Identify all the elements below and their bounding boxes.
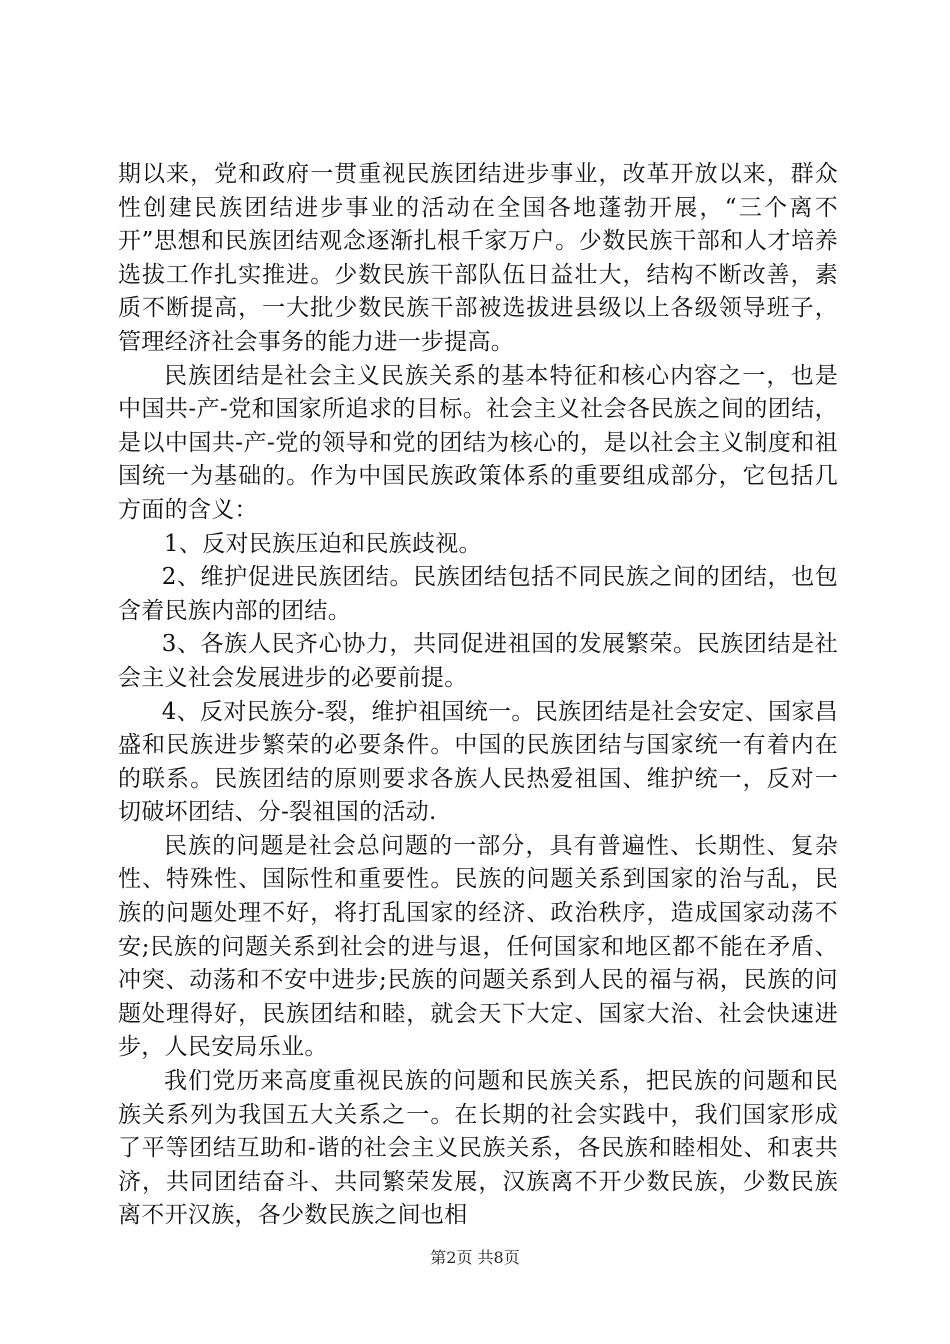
paragraph-4: 我们党历来高度重视民族的问题和民族关系，把民族的问题和民族关系列为我国五大关系之一。在长期的社会实践中，我们国家形成了平等团结互助和-谐的社会主义民族关系，各民族和睦相处、和衷共济，共同团结奋斗、共同繁荣发展，汉族离不开少数民族，少数民族离不开汉族，各少数民族之间也相 (118, 1068, 838, 1229)
document-body (118, 158, 838, 1233)
page-number-label: 第2页 共8页 (430, 1248, 520, 1267)
paragraph-3: 民族的问题是社会总问题的一部分，具有普遍性、长期性、复杂性、特殊性、国际性和重要性。民族的问题关系到国家的治与乱，民族的问题处理不好，将打乱国家的经济、政治秩序，造成国家动荡不安;民族的问题关系到社会的进与退，任何国家和地区都不能在矛盾、冲突、动荡和不安中进步;民族的问题关系到人民的福与祸，民族的问题处理得好，民族团结和睦，就会天下大定、国家大治、社会快速进步，人民安局乐业。 (118, 832, 838, 1061)
list-item-2: 2、维护促进民族团结。民族团结包括不同民族之间的团结，也包含着民族内部的团结。 (118, 564, 838, 624)
paragraph-1: 期以来，党和政府一贯重视民族团结进步事业，改革开放以来，群众性创建民族团结进步事业的活动在全国各地蓬勃开展，“三个离不开”思想和民族团结观念逐渐扎根千家万户。少数民族干部和人才培养选拔工作扎实推进。少数民族干部队伍日益壮大，结构不断改善，素质不断提高，一大批少数民族干部被选拔进县级以上各级领导班子，管理经济社会事务的能力进一步提高。 (118, 161, 838, 355)
list-item-1: 1、反对民族压迫和民族歧视。 (164, 530, 482, 557)
list-item-4: 4、反对民族分-裂，维护祖国统一。民族团结是社会安定、国家昌盛和民族进步繁荣的必要条件。中国的民族团结与国家统一有着内在的联系。民族团结的原则要求各族人民热爱祖国、维护统一，反对一切破坏团结、分-裂祖国的活动. (118, 698, 838, 826)
paragraph-2: 民族团结是社会主义民族关系的基本特征和核心内容之一，也是中国共-产-党和国家所追求的目标。社会主义社会各民族之间的团结，是以中国共-产-党的领导和党的团结为核心的，是以社会主义制度和祖国统一为基础的。作为中国民族政策体系的重要组成部分，它包括几方面的含义： (118, 362, 838, 523)
list-item-3: 3、各族人民齐心协力，共同促进祖国的发展繁荣。民族团结是社会主义社会发展进步的必要前提。 (118, 631, 838, 691)
page-footer (0, 1245, 950, 1268)
